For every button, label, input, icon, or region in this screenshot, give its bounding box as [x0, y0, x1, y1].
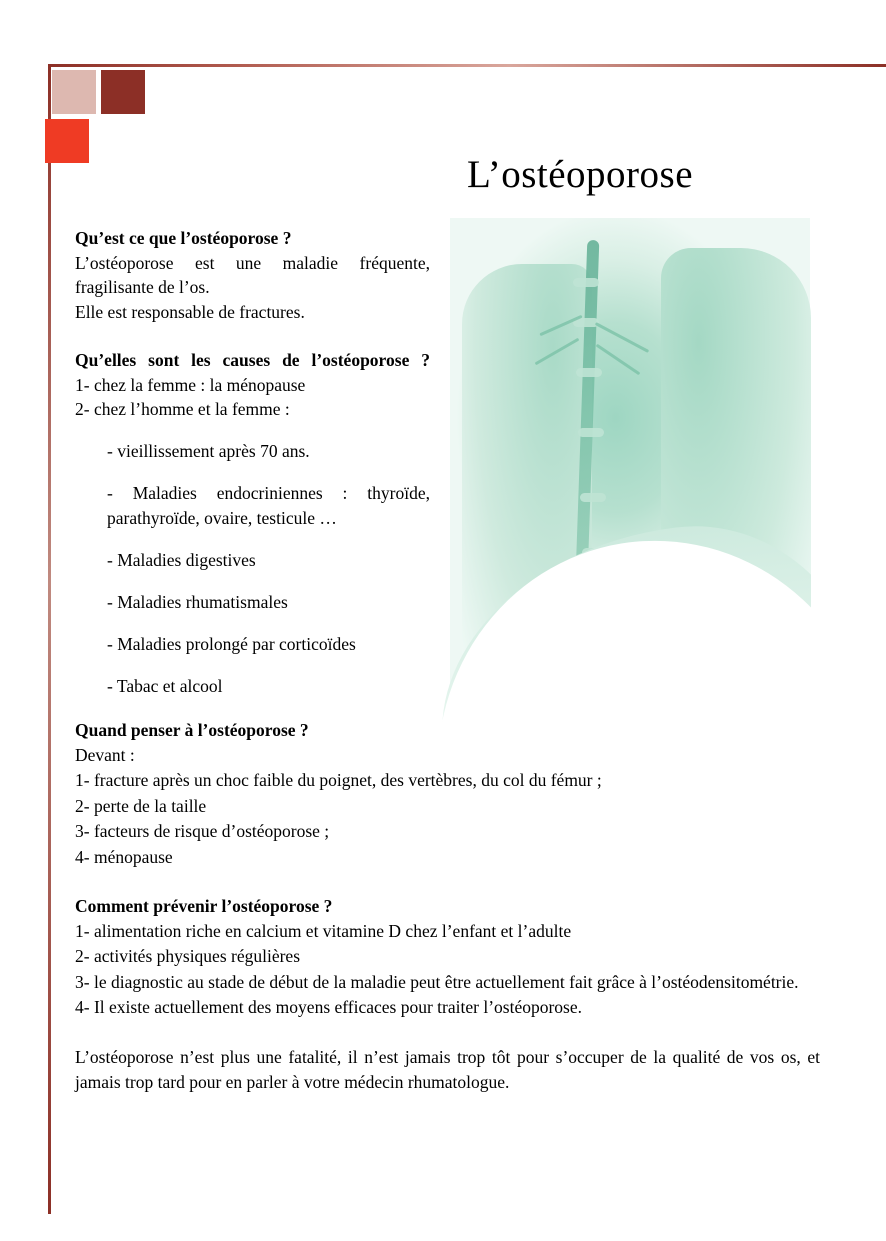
- section-3-line-2: 1- fracture après un choc faible du poignet, des vertèbres, du col du fémur ;: [75, 770, 602, 790]
- decor-square-dark-red: [101, 70, 145, 114]
- section-heading-2: Qu’elles sont les causes de l’ostéoporose ?: [75, 350, 430, 370]
- section-2-sub-3: - Maladies digestives: [107, 549, 256, 570]
- section-heading-3: Quand penser à l’ostéoporose ?: [75, 720, 309, 740]
- figure-vertebra: [573, 278, 599, 287]
- section-2-line-1: 1- chez la femme : la ménopause: [75, 374, 306, 395]
- figure-back-spine: [440, 218, 811, 732]
- left-rule: [48, 64, 51, 1214]
- header-rule: [48, 64, 886, 67]
- page-title: L’ostéoporose: [466, 153, 694, 197]
- figure-vertebra: [576, 368, 602, 377]
- spacer: [75, 870, 820, 894]
- spacer: [75, 1021, 820, 1045]
- section-2-sub-4: - Maladies rhumatismales: [107, 591, 288, 612]
- section-4-line-2: 2- activités physiques régulières: [75, 946, 301, 966]
- text-full-width: [75, 718, 820, 1096]
- figure-vertebra: [578, 428, 604, 437]
- decor-square-red: [45, 119, 89, 163]
- section-2-sub-1: - vieillissement après 70 ans.: [107, 441, 310, 461]
- spacer: [75, 324, 430, 348]
- section-4-line-3: 3- le diagnostic au stade de début de la maladie peut être actuellement fait grâce à l’ostéodensitométrie.: [75, 971, 799, 992]
- section-3-line-3: 2- perte de la taille: [75, 795, 207, 816]
- section-2-sub-5: - Maladies prolongé par corticoïdes: [107, 633, 356, 654]
- section-3-line-4: 3- facteurs de risque d’ostéoporose ;: [75, 821, 330, 841]
- decor-square-pink: [52, 70, 96, 114]
- section-2-sub-2: - Maladies endocriniennes : thyroïde, parathyroïde, ovaire, testicule …: [107, 483, 430, 528]
- section-2-sub-6: - Tabac et alcool: [107, 675, 223, 696]
- section-1-line-1: L’ostéoporose est une maladie fréquente, fragilisante de l’os.: [75, 252, 430, 297]
- section-4-line-1: 1- alimentation riche en calcium et vitamine D chez l’enfant et l’adulte: [75, 920, 572, 941]
- section-4-line-4: 4- Il existe actuellement des moyens efficaces pour traiter l’ostéoporose.: [75, 997, 582, 1017]
- figure-vertebra: [580, 493, 606, 502]
- closing-paragraph: L’ostéoporose n’est plus une fatalité, il n’est jamais trop tôt pour s’occuper de la qualité de vos os, et jamais trop tard pour en parler à votre médecin rhumatologue.: [75, 1046, 820, 1092]
- section-3-line-5: 4- ménopause: [75, 846, 173, 867]
- section-heading-4: Comment prévenir l’ostéoporose ?: [75, 896, 333, 916]
- section-3-line-1: Devant :: [75, 744, 135, 765]
- section-2-line-2: 2- chez l’homme et la femme :: [75, 399, 290, 419]
- section-heading-1: Qu’est ce que l’ostéoporose ?: [75, 228, 292, 248]
- text-column-left: [75, 226, 430, 716]
- section-1-line-2: Elle est responsable de fractures.: [75, 301, 305, 322]
